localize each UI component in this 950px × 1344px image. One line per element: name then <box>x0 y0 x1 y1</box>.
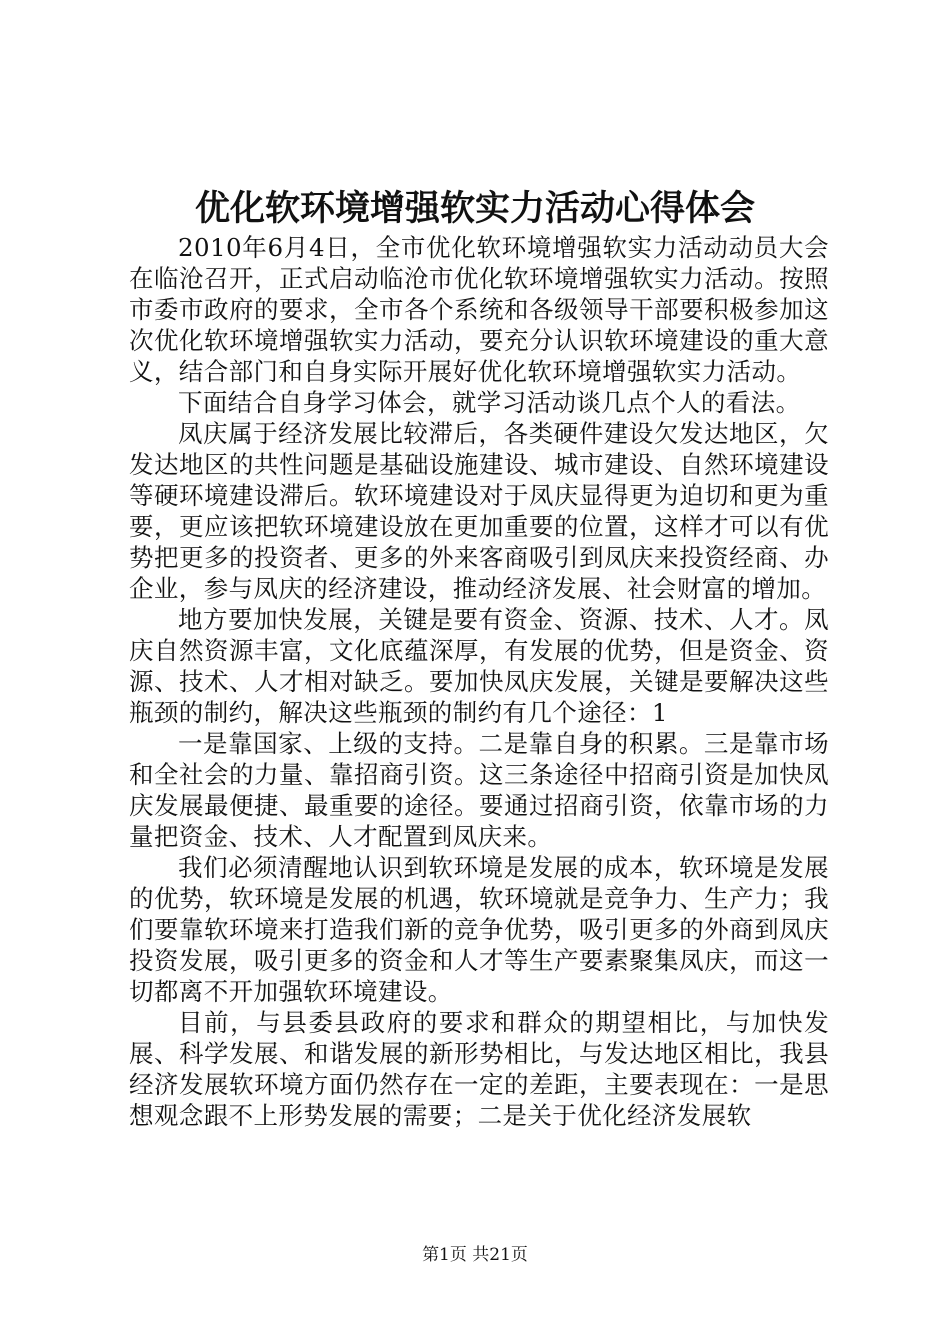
paragraph: 2010年6月4日，全市优化软环境增强软实力活动动员大会在临沧召开，正式启动临沧市优化软环境增强软实力活动。按照市委市政府的要求，全市各个系统和各级领导干部要积极参加这次优化软环境增强软实力活动，要充分认识软环境建设的重大意义，结合部门和自身实际开展好优化软环境增强软实力活动。 <box>129 233 829 386</box>
paragraph: 下面结合自身学习体会，就学习活动谈几点个人的看法。 <box>178 388 801 417</box>
paragraph: 凤庆属于经济发展比较滞后，各类硬件建设欠发达地区，欠发达地区的共性问题是基础设施建设、城市建设、自然环境建设等硬环境建设滞后。软环境建设对于凤庆显得更为迫切和更为重要，更应该把软环境建设放在更加重要的位置，这样才可以有优势把更多的投资者、更多的外来客商吸引到凤庆来投资经商、办企业，参与凤庆的经济建设，推动经济发展、社会财富的增加。 <box>129 419 829 603</box>
page-number-footer: 第1页 共21页 <box>422 1245 528 1265</box>
document-body <box>129 232 829 1131</box>
paragraph: 一是靠国家、上级的支持。二是靠自身的积累。三是靠市场和全社会的力量、靠招商引资。这三条途径中招商引资是加快凤庆发展最便捷、最重要的途径。要通过招商引资，依靠市场的力量把资金、技术、人才配置到凤庆来。 <box>129 729 829 851</box>
document-title: 优化软环境增强软实力活动心得体会 <box>194 188 755 229</box>
paragraph: 地方要加快发展，关键是要有资金、资源、技术、人才。凤庆自然资源丰富，文化底蕴深厚，有发展的优势，但是资金、资源、技术、人才相对缺乏。要加快凤庆发展，关键是要解决这些瓶颈的制约，解决这些瓶颈的制约有几个途径：1 <box>129 605 829 727</box>
paragraph: 我们必须清醒地认识到软环境是发展的成本，软环境是发展的优势，软环境是发展的机遇，软环境就是竞争力、生产力；我们要靠软环境来打造我们新的竞争优势，吸引更多的外商到凤庆投资发展，吸引更多的资金和人才等生产要素聚集凤庆，而这一切都离不开加强软环境建设。 <box>129 853 829 1006</box>
paragraph: 目前，与县委县政府的要求和群众的期望相比，与加快发展、科学发展、和谐发展的新形势相比，与发达地区相比，我县经济发展软环境方面仍然存在一定的差距，主要表现在：一是思想观念跟不上形势发展的需要；二是关于优化经济发展软 <box>129 1008 829 1130</box>
